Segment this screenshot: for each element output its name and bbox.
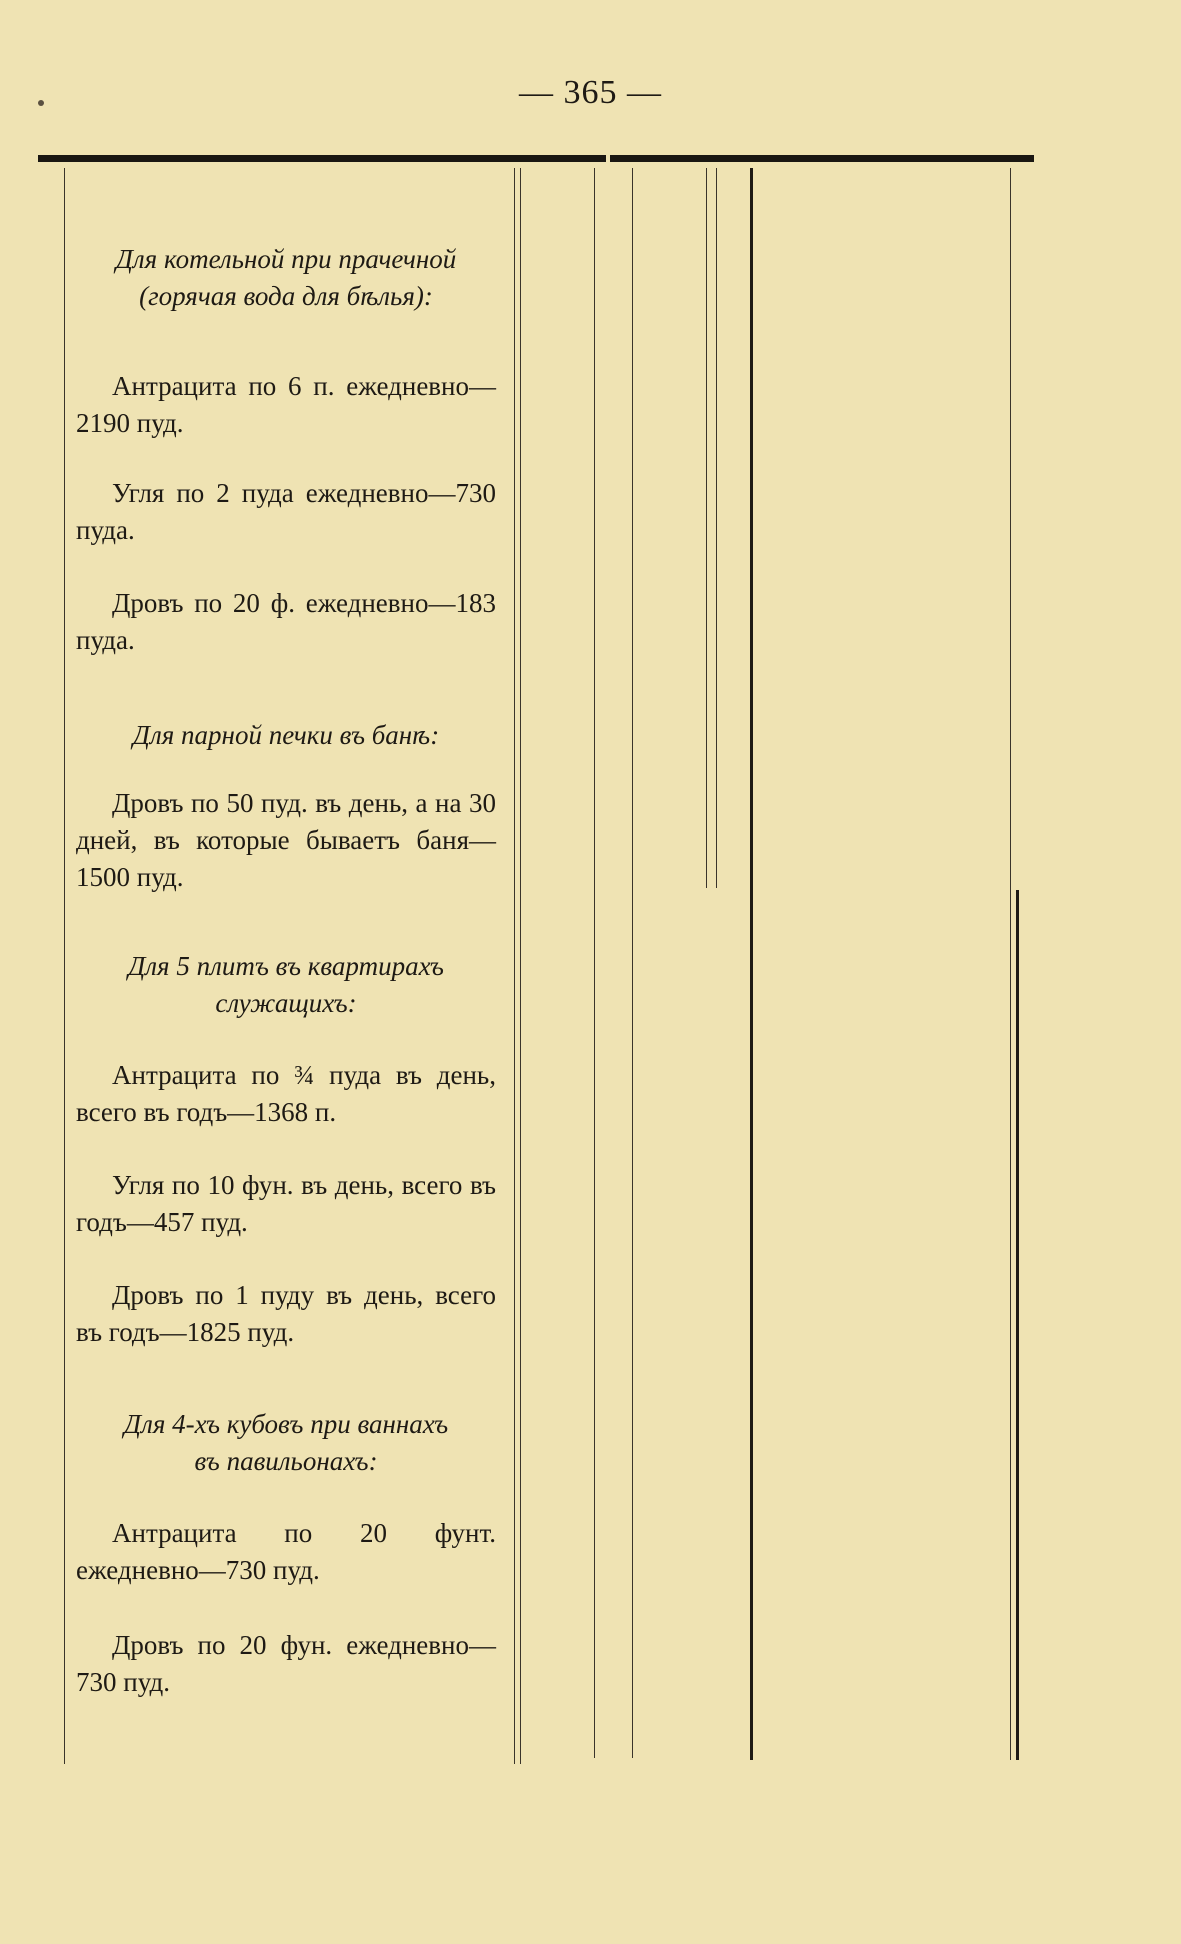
section-heading: Для 5 плитъ въ квартирахъ — [128, 951, 444, 981]
column-line — [514, 168, 515, 1764]
top-rule-right — [610, 155, 1034, 162]
list-item: Дровъ по 50 пуд. въ день, а на 30 дней, въ которые бываетъ баня—1500 пуд. — [76, 788, 496, 892]
column-line — [64, 168, 65, 1764]
list-item: Дровъ по 20 ф. ежедневно—183 пуда. — [76, 588, 496, 655]
list-item: Угля по 10 фун. въ день, всего въ годъ—457 пуд. — [76, 1170, 496, 1237]
page-number: — 365 — — [519, 74, 662, 111]
top-rule-left — [38, 155, 606, 162]
list-item: Антрацита по ¾ пуда въ день, всего въ годъ—1368 п. — [76, 1060, 496, 1127]
section-heading: Для котельной при прачечной — [115, 244, 457, 274]
list-item: Антрацита по 6 п. ежедневно—2190 пуд. — [76, 371, 496, 438]
margin-dot — [38, 100, 44, 106]
list-item: Угля по 2 пуда ежедневно—730 пуда. — [76, 478, 496, 545]
list-item: Дровъ по 1 пуду въ день, всего въ годъ—1825 пуд. — [76, 1280, 496, 1347]
list-item: Дровъ по 20 фун. ежедневно—730 пуд. — [76, 1630, 496, 1697]
column-line — [706, 168, 707, 888]
section-heading-continued: служащихъ: — [215, 988, 357, 1018]
column-line — [1010, 168, 1011, 1760]
column-line — [750, 168, 753, 1760]
list-item: Антрацита по 20 фунт. ежедневно—730 пуд. — [76, 1518, 496, 1585]
column-line — [520, 168, 521, 1764]
section-heading: Для парной печки въ банѣ: — [132, 720, 440, 750]
section-heading-continued: (горячая вода для бѣлья): — [139, 281, 433, 311]
section-heading-continued: въ павильонахъ: — [194, 1446, 378, 1476]
column-line — [632, 168, 633, 1758]
column-line — [594, 168, 595, 1758]
column-line — [716, 168, 717, 888]
column-line — [1016, 890, 1019, 1760]
section-heading: Для 4-хъ кубовъ при ваннахъ — [123, 1409, 449, 1439]
